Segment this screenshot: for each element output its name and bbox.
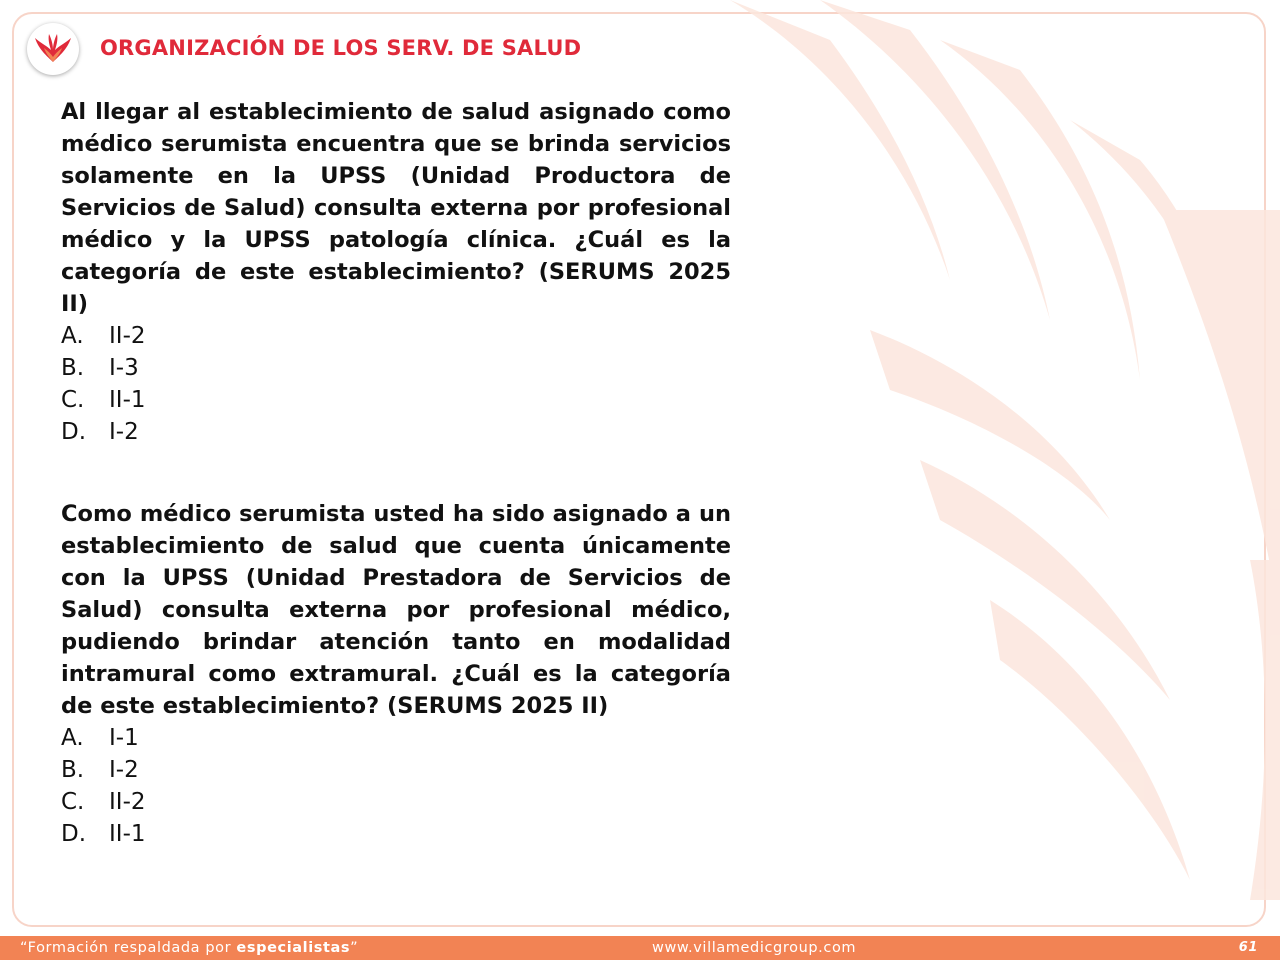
option-letter: A. <box>61 725 84 751</box>
option-d <box>61 818 731 850</box>
option-text: II-1 <box>109 821 146 847</box>
answer-options <box>61 722 731 850</box>
question-text: Al llegar al establecimiento de salud asignado como médico serumista encuentra que se brinda servicios solamente en la UPSS (Unidad Productora de Servicios de Salud) consulta externa por profesional médico y la UPSS patología clínica. ¿Cuál es la categoría de este establecimiento? (SERUMS 2025 II) <box>61 99 731 317</box>
option-b <box>61 352 731 384</box>
phoenix-watermark-icon <box>690 0 1280 930</box>
option-d <box>61 416 731 448</box>
option-letter: C. <box>61 387 85 413</box>
option-letter: B. <box>61 757 85 783</box>
question-block-2 <box>61 498 731 850</box>
brand-logo <box>27 23 79 75</box>
phoenix-logo-icon <box>33 32 73 66</box>
answer-options <box>61 320 731 448</box>
page-number: 61 <box>1238 940 1258 955</box>
option-letter: B. <box>61 355 85 381</box>
option-letter: C. <box>61 789 85 815</box>
tagline-bold: especialistas <box>236 940 351 956</box>
option-text: I-1 <box>109 725 139 751</box>
tagline-start: “Formación respaldada por <box>20 940 237 956</box>
option-a <box>61 722 731 754</box>
option-text: II-2 <box>109 789 146 815</box>
footer-bar <box>0 936 1280 960</box>
option-text: I-2 <box>109 419 139 445</box>
option-text: II-1 <box>109 387 146 413</box>
footer-url: www.villamedicgroup.com <box>652 940 857 956</box>
option-b <box>61 754 731 786</box>
option-letter: D. <box>61 821 87 847</box>
option-text: I-2 <box>109 757 139 783</box>
option-text: I-3 <box>109 355 139 381</box>
question-block-1 <box>61 96 731 448</box>
option-text: II-2 <box>109 323 146 349</box>
footer-tagline <box>20 940 358 956</box>
page-title: ORGANIZACIÓN DE LOS SERV. DE SALUD <box>100 36 582 60</box>
question-text: Como médico serumista usted ha sido asignado a un establecimiento de salud que cuenta únicamente con la UPSS (Unidad Prestadora de Servicios de Salud) consulta externa por profesional médico, pudiendo brindar atención tanto en modalidad intramural como extramural. ¿Cuál es la categoría de este establecimiento? (SERUMS 2025 II) <box>61 501 731 719</box>
option-a <box>61 320 731 352</box>
questions-container <box>61 96 731 850</box>
option-letter: D. <box>61 419 87 445</box>
tagline-end: ” <box>350 940 359 956</box>
option-c <box>61 786 731 818</box>
option-letter: A. <box>61 323 84 349</box>
option-c <box>61 384 731 416</box>
